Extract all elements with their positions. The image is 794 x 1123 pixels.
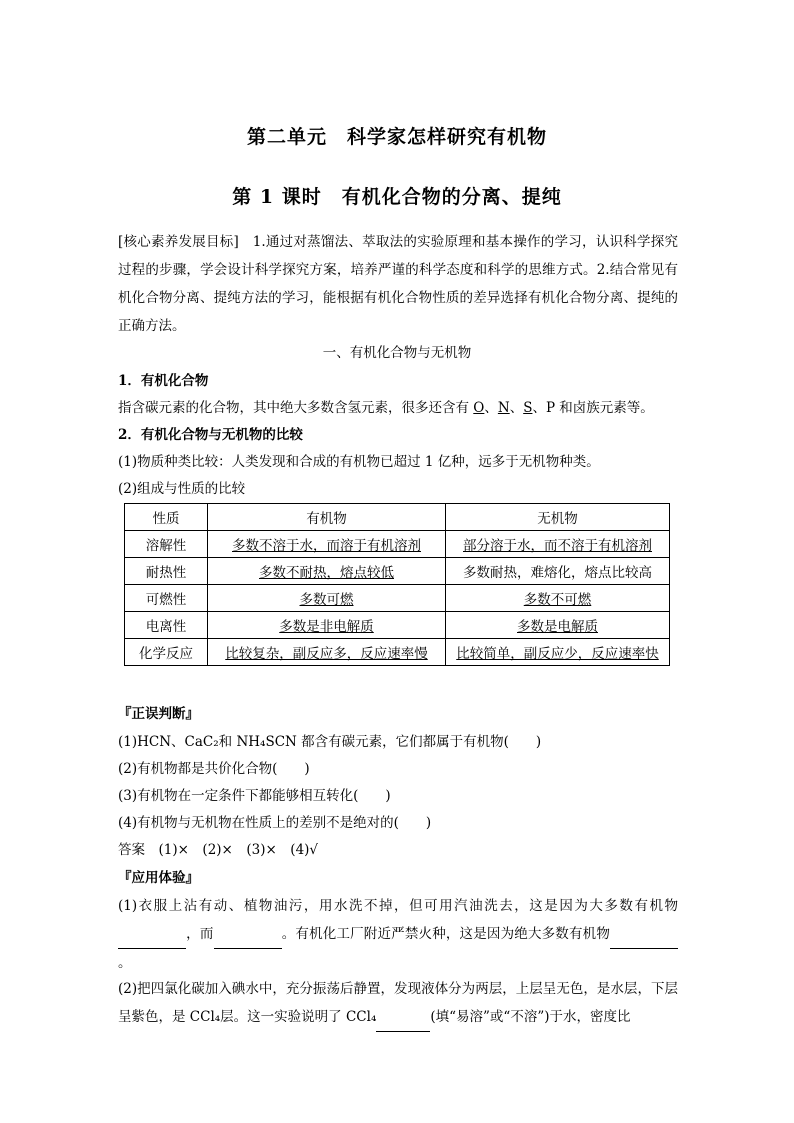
table-cell: 电离性 (125, 612, 208, 639)
judge-q4: (4)有机物与无机物在性质上的差别不是绝对的( ) (118, 815, 432, 831)
table-row (125, 639, 670, 666)
table-header: 有机物 (208, 504, 446, 531)
apply-q1-text-b: ，而 (186, 926, 214, 942)
table-cell: 可燃性 (125, 585, 208, 612)
judge-q1: (1)HCN、CaC₂和 NH₄SCN 都含有碳元素，它们都属于有机物( ) (118, 734, 542, 750)
item2-sub1: (1)物质种类比较：人类发现和合成的有机物已超过 1 亿种，远多于无机物种类。 (118, 454, 600, 470)
table-row (125, 558, 670, 585)
judge-q2: (2)有机物都是共价化合物( ) (118, 761, 310, 777)
goals-text: 1.通过对蒸馏法、萃取法的实验原理和基本操作的学习，认识科学探究过程的步骤，学会设计科学探究方案，培养严谨的科学态度和科学的思维方式。2.结合常见有机化合物分离、提纯方法的学习，能根据有机化合物性质的差异选择有机化合物分离、提纯的正确方法。 (118, 234, 678, 334)
answer-blank[interactable] (118, 920, 186, 949)
table-cell: 溶解性 (125, 531, 208, 558)
section-heading: 一、有机化合物与无机物 (322, 345, 472, 361)
apply-q2-text-a: (2)把四氯化碳加入碘水中，充分振荡后静置，发现液体分为两层，上层呈无色，是水层，下层呈紫色，是 CCl₄层。这一实验说明了 CCl₄ (118, 981, 678, 1025)
table-cell: 多数是电解质 (517, 619, 598, 635)
unit-title: 第二单元 科学家怎样研究有机物 (246, 126, 547, 148)
item1-text-a: 指含碳元素的化合物，其中绝大多数含氢元素，很多还含有 (118, 400, 474, 416)
table-cell: 化学反应 (125, 639, 208, 666)
item2-heading: 2．有机化合物与无机物的比较 (118, 427, 303, 443)
judge-answer: 答案 (1)× (2)× (3)× (4)√ (118, 842, 319, 858)
item2-sub2: (2)组成与性质的比较 (118, 481, 246, 497)
separator: 、 (532, 400, 546, 416)
apply-q2-text-b: (填“易溶”或“不溶”)于水，密度比 (430, 1009, 631, 1025)
apply-q1-text-a: (1)衣服上沾有动、植物油污，用水洗不掉，但可用汽油洗去，这是因为大多数有机物 (118, 898, 678, 914)
element-o: O (473, 400, 485, 416)
table-cell: 比较复杂，副反应多，反应速率慢 (225, 646, 428, 662)
table-row (125, 531, 670, 558)
apply-q1-text-c: 。有机化工厂附近严禁火种，这是因为绝大多数有机物 (281, 926, 611, 942)
goals-paragraph (118, 228, 678, 340)
element-n: N (497, 400, 510, 416)
item1-text-p: P 和卤族元素等。 (545, 400, 654, 416)
apply-heading: 『应用体验』 (118, 870, 199, 886)
table-header-row (125, 504, 670, 531)
judge-heading: 『正误判断』 (118, 706, 199, 722)
apply-q1 (118, 892, 678, 977)
answer-blank[interactable] (376, 1003, 430, 1032)
table-cell: 多数不可燃 (523, 592, 592, 608)
answer-blank[interactable] (610, 920, 678, 949)
table-cell: 比较简单，副反应少，反应速率快 (456, 646, 659, 662)
table-cell: 多数不溶于水，而溶于有机溶剂 (232, 538, 421, 554)
apply-q1-text-d: 。 (118, 955, 132, 971)
comparison-table (124, 503, 670, 666)
item1-heading: 1．有机化合物 (118, 373, 209, 389)
table-cell: 多数不耐热，熔点较低 (259, 565, 394, 581)
table-header: 性质 (125, 504, 208, 531)
goals-tag: [核心素养发展目标] (118, 234, 239, 250)
answer-blank[interactable] (214, 920, 282, 949)
item1-text (118, 396, 654, 416)
table-cell: 多数可燃 (299, 592, 354, 608)
table-cell: 多数耐热，难熔化，熔点比较高 (463, 565, 652, 581)
table-row (125, 612, 670, 639)
judge-q3: (3)有机物在一定条件下都能够相互转化( ) (118, 788, 391, 804)
lesson-title: 第 1 课时 有机化合物的分离、提纯 (232, 186, 562, 208)
table-cell: 部分溶于水，而不溶于有机溶剂 (463, 538, 652, 554)
table-row (125, 585, 670, 612)
table-header: 无机物 (446, 504, 670, 531)
element-s: S (523, 400, 533, 416)
separator: 、 (509, 400, 524, 416)
separator: 、 (484, 400, 498, 416)
table-cell: 耐热性 (125, 558, 208, 585)
table-cell: 多数是非电解质 (279, 619, 374, 635)
apply-q2 (118, 975, 678, 1032)
